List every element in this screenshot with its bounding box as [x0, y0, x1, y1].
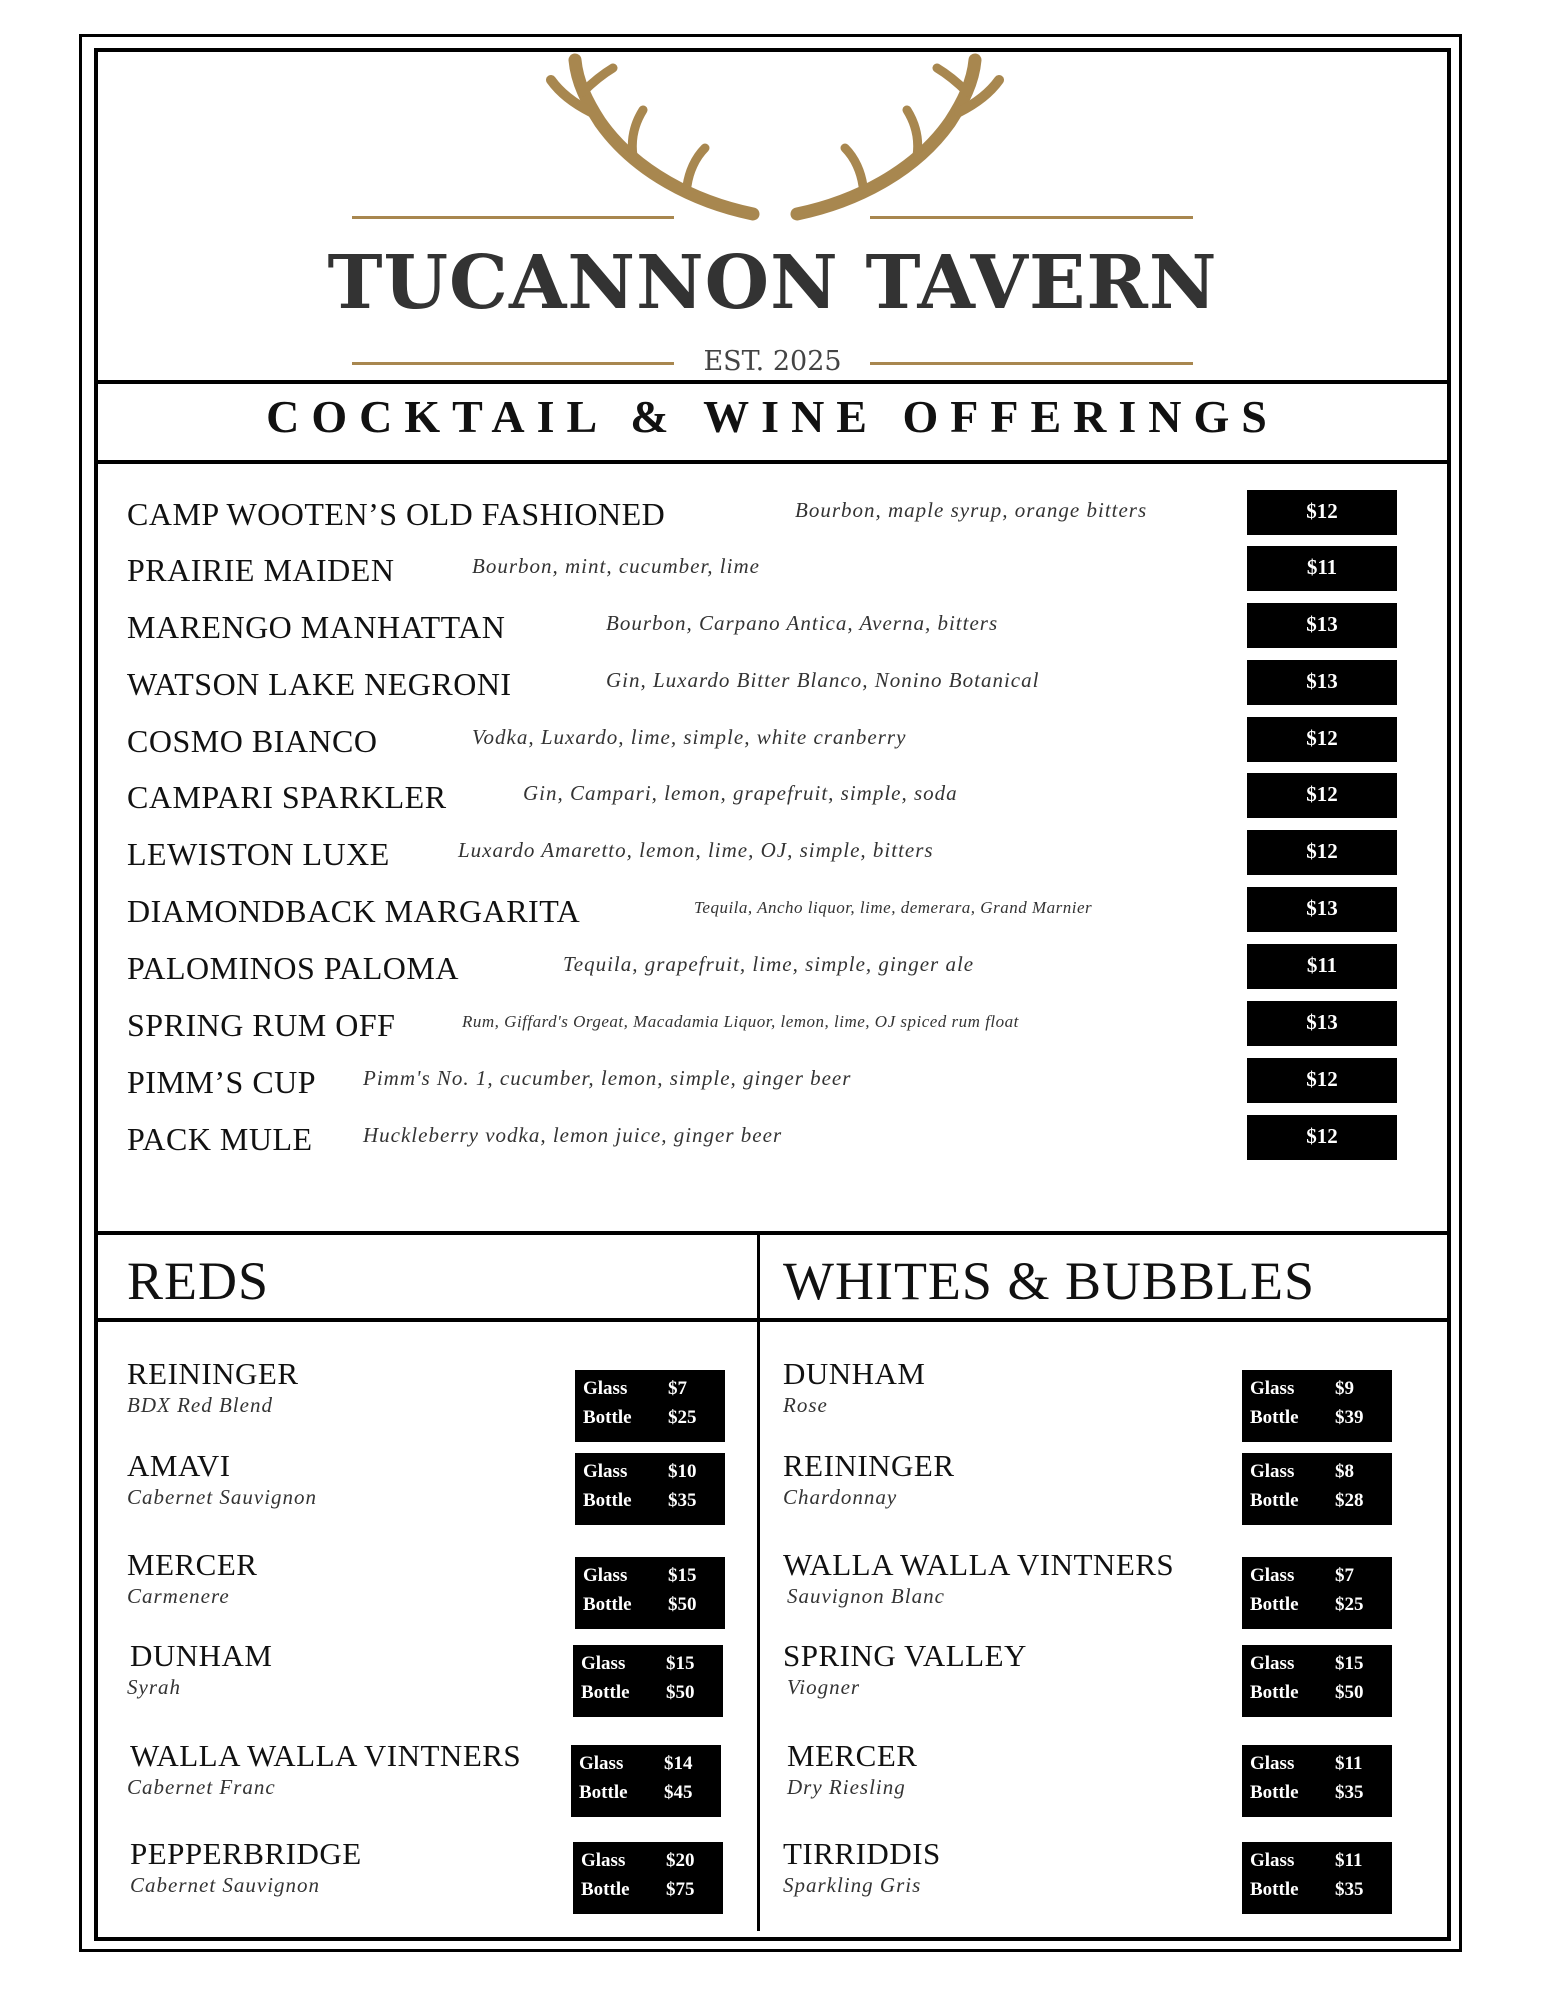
wine-varietal: Chardonnay	[783, 1485, 898, 1509]
glass-price: $11	[1335, 1850, 1363, 1871]
glass-price: $15	[668, 1565, 697, 1586]
wine-varietal: Sparkling Gris	[783, 1873, 922, 1897]
gold-rule	[870, 216, 1193, 219]
cocktail-description: Tequila, grapefruit, lime, simple, ginger ale	[563, 952, 975, 976]
cocktail-name: PIMM’S CUP	[127, 1064, 317, 1100]
wine-name: SPRING VALLEY	[783, 1638, 1027, 1673]
bottle-label: Bottle	[579, 1782, 628, 1803]
glass-price: $11	[1335, 1753, 1363, 1774]
wine-varietal: BDX Red Blend	[127, 1393, 273, 1417]
cocktail-row	[0, 1058, 1545, 1108]
bottle-price: $50	[668, 1594, 697, 1615]
glass-label: Glass	[583, 1461, 628, 1482]
cocktail-description: Tequila, Ancho liquor, lime, demerara, Grand Marnier	[694, 898, 1093, 917]
cocktail-description: Bourbon, mint, cucumber, lime	[472, 554, 760, 578]
wine-name: REININGER	[127, 1356, 299, 1391]
wine-column-divider	[757, 1233, 760, 1931]
bottle-label: Bottle	[583, 1407, 632, 1428]
cocktail-name: CAMP WOOTEN’S OLD FASHIONED	[127, 496, 666, 532]
wine-varietal: Syrah	[127, 1675, 181, 1699]
cocktail-row	[0, 887, 1545, 937]
cocktail-row	[0, 717, 1545, 767]
wine-name: PEPPERBRIDGE	[130, 1836, 362, 1871]
bottle-price: $50	[666, 1682, 695, 1703]
wine-price-badge	[571, 1745, 721, 1817]
cocktail-row	[0, 660, 1545, 710]
bottle-label: Bottle	[583, 1490, 632, 1511]
bottle-price: $35	[1335, 1879, 1364, 1900]
glass-label: Glass	[1250, 1850, 1295, 1871]
price-badge: $11	[1247, 944, 1397, 989]
wine-name: DUNHAM	[130, 1638, 273, 1673]
cocktail-name: PACK MULE	[127, 1121, 313, 1157]
whites-heading: WHITES & BUBBLES	[783, 1251, 1316, 1311]
title-divider	[94, 460, 1451, 464]
wine-name: WALLA WALLA VINTNERS	[130, 1738, 522, 1773]
glass-price: $20	[666, 1850, 695, 1871]
bottle-price: $39	[1335, 1407, 1364, 1428]
wine-varietal: Viogner	[787, 1675, 861, 1699]
glass-label: Glass	[581, 1653, 626, 1674]
cocktail-description: Gin, Campari, lemon, grapefruit, simple, soda	[523, 781, 958, 805]
brand-title: TUCANNON TAVERN	[327, 240, 1218, 326]
bottle-price: $35	[668, 1490, 697, 1511]
cocktail-name: COSMO BIANCO	[127, 723, 378, 759]
glass-label: Glass	[583, 1565, 628, 1586]
bottle-label: Bottle	[1250, 1682, 1299, 1703]
gold-rule	[352, 216, 674, 219]
cocktail-name: MARENGO MANHATTAN	[127, 609, 506, 645]
wine-price-badge	[1242, 1745, 1392, 1817]
cocktail-name: DIAMONDBACK MARGARITA	[127, 893, 581, 929]
wine-varietal: Sauvignon Blanc	[787, 1584, 945, 1608]
wine-name: REININGER	[783, 1448, 955, 1483]
wine-price-badge	[1242, 1842, 1392, 1914]
cocktail-description: Luxardo Amaretto, lemon, lime, OJ, simple, bitters	[458, 838, 934, 862]
cocktail-description: Rum, Giffard's Orgeat, Macadamia Liquor, lemon, lime, OJ spiced rum float	[462, 1012, 1019, 1031]
wine-price-badge	[575, 1557, 725, 1629]
glass-label: Glass	[579, 1753, 624, 1774]
cocktail-name: SPRING RUM OFF	[127, 1007, 396, 1043]
glass-price: $15	[1335, 1653, 1364, 1674]
cocktail-row	[0, 546, 1545, 596]
wine-price-badge	[573, 1842, 723, 1914]
wine-price-badge	[575, 1370, 725, 1442]
price-badge: $12	[1247, 1058, 1397, 1103]
wine-name: AMAVI	[127, 1448, 231, 1483]
cocktail-name: PRAIRIE MAIDEN	[127, 552, 395, 588]
cocktail-row	[0, 944, 1545, 994]
glass-label: Glass	[1250, 1653, 1295, 1674]
cocktail-description: Bourbon, Carpano Antica, Averna, bitters	[606, 611, 999, 635]
glass-price: $14	[664, 1753, 693, 1774]
bottle-label: Bottle	[1250, 1879, 1299, 1900]
header-divider	[94, 380, 1451, 384]
glass-label: Glass	[1250, 1378, 1295, 1399]
price-badge: $13	[1247, 660, 1397, 705]
glass-label: Glass	[583, 1378, 628, 1399]
wine-name: DUNHAM	[783, 1356, 926, 1391]
wine-varietal: Carmenere	[127, 1584, 230, 1608]
price-badge: $12	[1247, 717, 1397, 762]
glass-price: $10	[668, 1461, 697, 1482]
price-badge: $13	[1247, 1001, 1397, 1046]
price-badge: $12	[1247, 830, 1397, 875]
wine-varietal: Cabernet Sauvignon	[127, 1485, 318, 1509]
wine-price-badge	[1242, 1453, 1392, 1525]
glass-label: Glass	[1250, 1565, 1295, 1586]
cocktail-row	[0, 1001, 1545, 1051]
wine-name: MERCER	[787, 1738, 918, 1773]
bottle-price: $50	[1335, 1682, 1364, 1703]
glass-label: Glass	[581, 1850, 626, 1871]
glass-label: Glass	[1250, 1461, 1295, 1482]
cocktail-row	[0, 490, 1545, 540]
cocktail-description: Huckleberry vodka, lemon juice, ginger beer	[363, 1123, 783, 1147]
cocktail-row	[0, 773, 1545, 823]
wine-name: WALLA WALLA VINTNERS	[783, 1547, 1175, 1582]
bottle-price: $35	[1335, 1782, 1364, 1803]
cocktail-row	[0, 1115, 1545, 1165]
wine-varietal: Rose	[783, 1393, 828, 1417]
cocktail-description: Gin, Luxardo Bitter Blanco, Nonino Botanical	[606, 668, 1040, 692]
wine-name: MERCER	[127, 1547, 258, 1582]
reds-heading: REDS	[127, 1251, 270, 1311]
price-badge: $13	[1247, 887, 1397, 932]
wine-heading-divider	[94, 1318, 1451, 1322]
bottle-label: Bottle	[581, 1879, 630, 1900]
wine-name: TIRRIDDIS	[783, 1836, 941, 1871]
cocktail-row	[0, 603, 1545, 653]
bottle-label: Bottle	[1250, 1407, 1299, 1428]
bottle-label: Bottle	[581, 1682, 630, 1703]
bottle-label: Bottle	[1250, 1594, 1299, 1615]
cocktail-name: LEWISTON LUXE	[127, 836, 390, 872]
bottle-price: $28	[1335, 1490, 1364, 1511]
glass-price: $7	[1335, 1565, 1354, 1586]
section-title: COCKTAIL & WINE OFFERINGS	[266, 391, 1279, 442]
established-label: EST. 2025	[703, 346, 842, 377]
wine-section-divider	[94, 1231, 1451, 1235]
cocktail-description: Bourbon, maple syrup, orange bitters	[795, 498, 1148, 522]
antlers-logo	[545, 52, 1005, 222]
cocktail-row	[0, 830, 1545, 880]
wine-price-badge	[573, 1645, 723, 1717]
wine-price-badge	[1242, 1645, 1392, 1717]
wine-price-badge	[1242, 1557, 1392, 1629]
glass-price: $7	[668, 1378, 687, 1399]
wine-varietal: Cabernet Franc	[127, 1775, 276, 1799]
cocktail-description: Vodka, Luxardo, lime, simple, white cranberry	[472, 725, 907, 749]
glass-price: $15	[666, 1653, 695, 1674]
price-badge: $12	[1247, 490, 1397, 535]
bottle-label: Bottle	[583, 1594, 632, 1615]
wine-varietal: Dry Riesling	[787, 1775, 906, 1799]
bottle-label: Bottle	[1250, 1490, 1299, 1511]
cocktail-name: CAMPARI SPARKLER	[127, 779, 447, 815]
price-badge: $13	[1247, 603, 1397, 648]
glass-label: Glass	[1250, 1753, 1295, 1774]
bottle-price: $45	[664, 1782, 693, 1803]
wine-varietal: Cabernet Sauvignon	[130, 1873, 321, 1897]
price-badge: $12	[1247, 773, 1397, 818]
bottle-label: Bottle	[1250, 1782, 1299, 1803]
price-badge: $12	[1247, 1115, 1397, 1160]
glass-price: $8	[1335, 1461, 1354, 1482]
price-badge: $11	[1247, 546, 1397, 591]
bottle-price: $75	[666, 1879, 695, 1900]
wine-price-badge	[1242, 1370, 1392, 1442]
bottle-price: $25	[668, 1407, 697, 1428]
bottle-price: $25	[1335, 1594, 1364, 1615]
cocktail-name: PALOMINOS PALOMA	[127, 950, 459, 986]
cocktail-name: WATSON LAKE NEGRONI	[127, 666, 512, 702]
glass-price: $9	[1335, 1378, 1354, 1399]
wine-price-badge	[575, 1453, 725, 1525]
cocktail-description: Pimm's No. 1, cucumber, lemon, simple, ginger beer	[363, 1066, 852, 1090]
